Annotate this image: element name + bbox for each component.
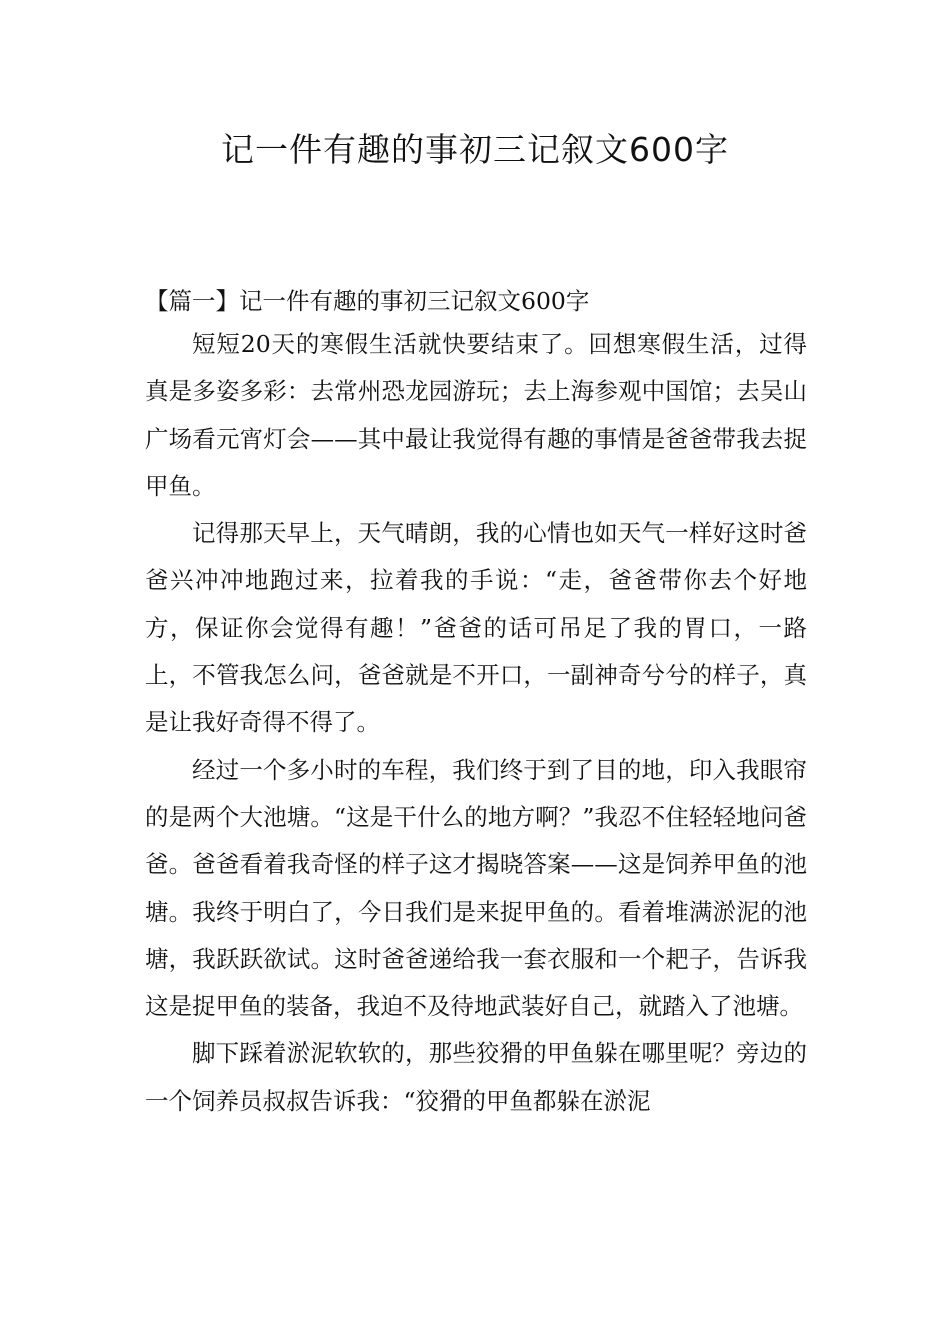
document-body <box>145 282 807 1125</box>
paragraph-4: 脚下踩着淤泥软软的，那些狡猾的甲鱼躲在哪里呢？旁边的一个饲养员叔叔告诉我：“狡猾的甲鱼都躲在淤泥 <box>145 1039 807 1115</box>
paragraph-3: 经过一个多小时的车程，我们终于到了目的地，印入我眼帘的是两个大池塘。“这是干什么的地方啊？”我忍不住轻轻地问爸爸。爸爸看着我奇怪的样子这才揭晓答案——这是饲养甲鱼的池塘。我终于明白了，今日我们是来捉甲鱼的。看着堆满淤泥的池塘，我跃跃欲试。这时爸爸递给我一套衣服和一个耙子，告诉我这是捉甲鱼的装备，我迫不及待地武装好自己，就踏入了池塘。 <box>145 755 807 1021</box>
paragraph-2: 记得那天早上，天气晴朗，我的心情也如天气一样好这时爸爸兴冲冲地跑过来，拉着我的手说：“走，爸爸带你去个好地方，保证你会觉得有趣！”爸爸的话可吊足了我的胃口，一路上，不管我怎么问，爸爸就是不开口，一副神奇兮兮的样子，真是让我好奇得不得了。 <box>145 519 807 737</box>
document-title: 记一件有趣的事初三记叙文600字 <box>221 130 729 169</box>
section-heading: 【篇一】记一件有趣的事初三记叙文600字 <box>145 287 590 315</box>
paragraph-1: 短短20天的寒假生活就快要结束了。回想寒假生活，过得真是多姿多彩：去常州恐龙园游玩；去上海参观中国馆；去吴山广场看元宵灯会——其中最让我觉得有趣的事情是爸爸带我去捉甲鱼。 <box>145 330 807 500</box>
